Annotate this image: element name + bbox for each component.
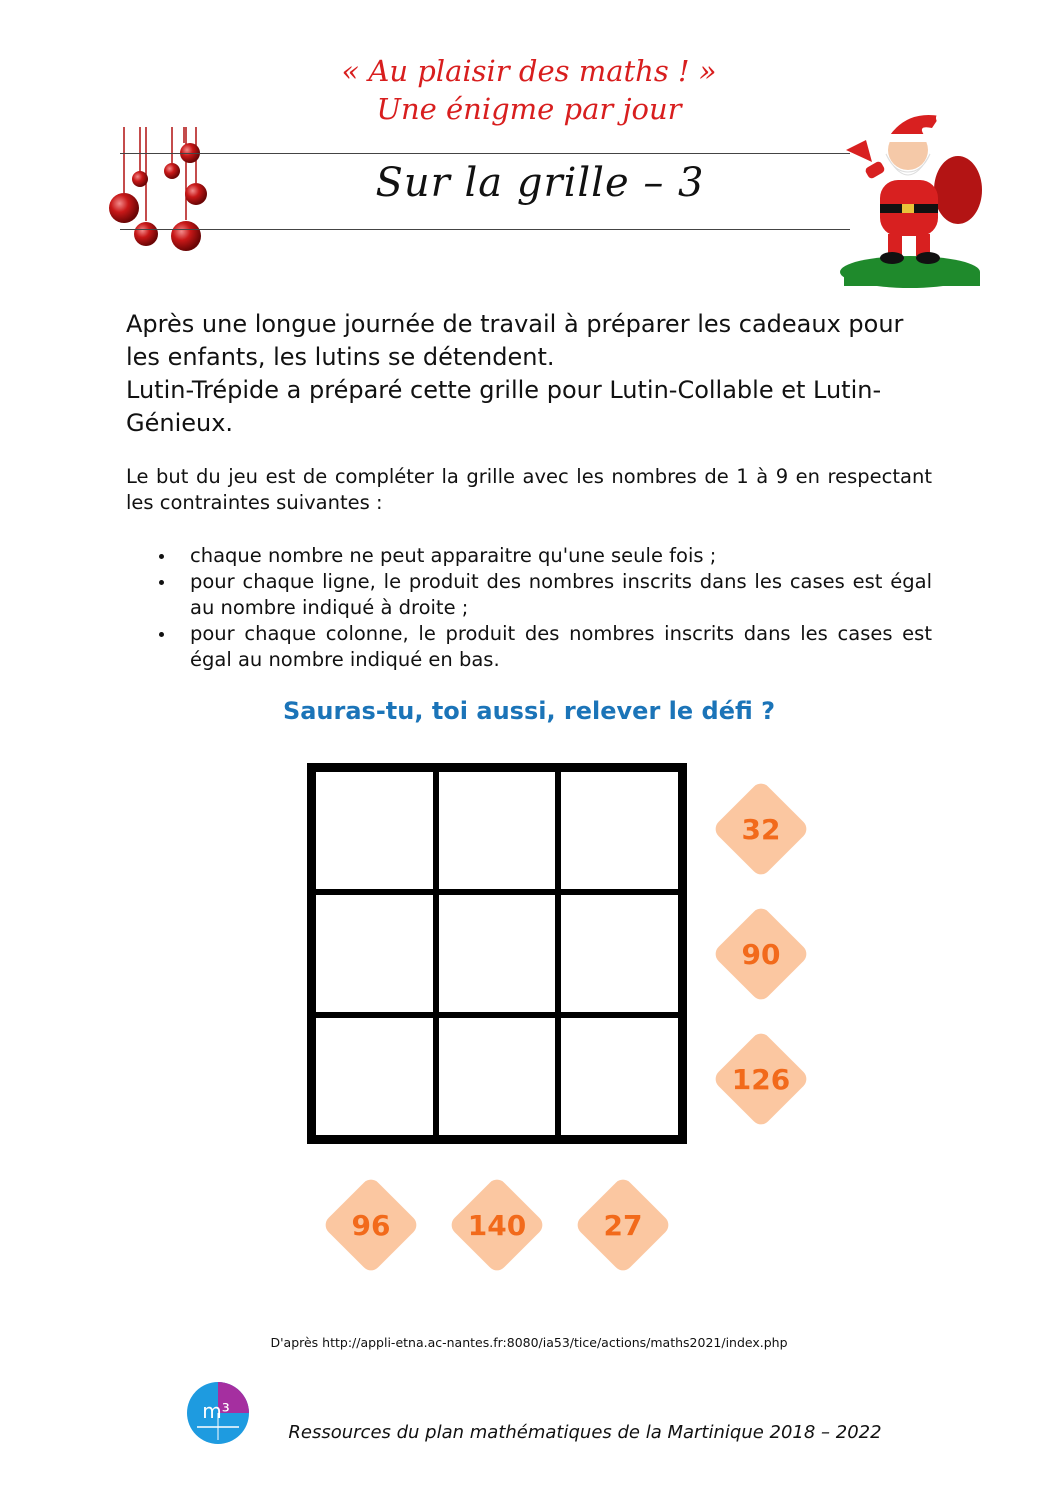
svg-text:m³: m³ [202,1399,230,1423]
grid-cell-r3c1[interactable] [313,1015,436,1138]
grid-cell-r1c2[interactable] [436,769,559,892]
header-line-1: « Au plaisir des maths ! » [341,54,717,88]
column-product-2 [447,1175,547,1275]
row-product-3 [711,1029,811,1129]
grid-cell-r1c3[interactable] [558,769,681,892]
row-product-2 [711,904,811,1004]
footer-text: Ressources du plan mathématiques de la Martinique 2018 – 2022 [288,1422,882,1443]
list-item [126,569,932,621]
rule-text: pour chaque colonne, le produit des nombres inscrits dans les cases est égal au nombre indiqué en bas. [190,622,932,671]
rule-text: chaque nombre ne peut apparaitre qu'une seule fois ; [190,544,717,567]
rules-lead-text: Le but du jeu est de compléter la grille avec les nombres de 1 à 9 en respectant les contraintes suivantes : [126,465,932,514]
puzzle-title: Sur la grille – 3 [375,160,705,206]
grid-cell-r3c2[interactable] [436,1015,559,1138]
row-product-1 [711,779,811,879]
grid-cell-r3c3[interactable] [558,1015,681,1138]
grid-cell-r2c1[interactable] [313,892,436,1015]
list-item [126,543,932,569]
column-product-value: 96 [351,1208,391,1242]
rules-lead [126,464,932,516]
column-product-value: 27 [603,1208,643,1242]
puzzle-grid [307,763,687,1144]
header-line-2: Une énigme par jour [376,92,682,126]
intro-paragraph-2: Lutin-Trépide a préparé cette grille pour Lutin-Collable et Lutin-Génieux. [126,376,882,437]
grid-cell-r2c2[interactable] [436,892,559,1015]
grid-cell-r2c3[interactable] [558,892,681,1015]
santa-claus-icon [836,110,986,290]
intro-text [126,308,934,440]
christmas-ornaments-icon [100,125,220,265]
rule-text: pour chaque ligne, le produit des nombres inscrits dans les cases est égal au nombre indiqué à droite ; [190,570,932,619]
row-product-value: 126 [731,1062,791,1096]
grid-cell-r1c1[interactable] [313,769,436,892]
row-product-value: 90 [741,937,781,971]
list-item [126,621,932,673]
source-credit: D'après http://appli-etna.ac-nantes.fr:8080/ia53/tice/actions/maths2021/index.php [270,1335,788,1350]
title-rule-bottom [120,229,850,230]
column-product-3 [573,1175,673,1275]
intro-paragraph-1: Après une longue journée de travail à préparer les cadeaux pour les enfants, les lutins se détendent. [126,310,904,371]
column-product-value: 140 [467,1208,527,1242]
challenge-heading: Sauras-tu, toi aussi, relever le défi ? [282,697,776,725]
rules-list [126,543,932,673]
column-product-1 [321,1175,421,1275]
m3-logo-icon [187,1382,249,1444]
row-product-value: 32 [741,812,781,846]
title-rule-top [120,153,850,154]
